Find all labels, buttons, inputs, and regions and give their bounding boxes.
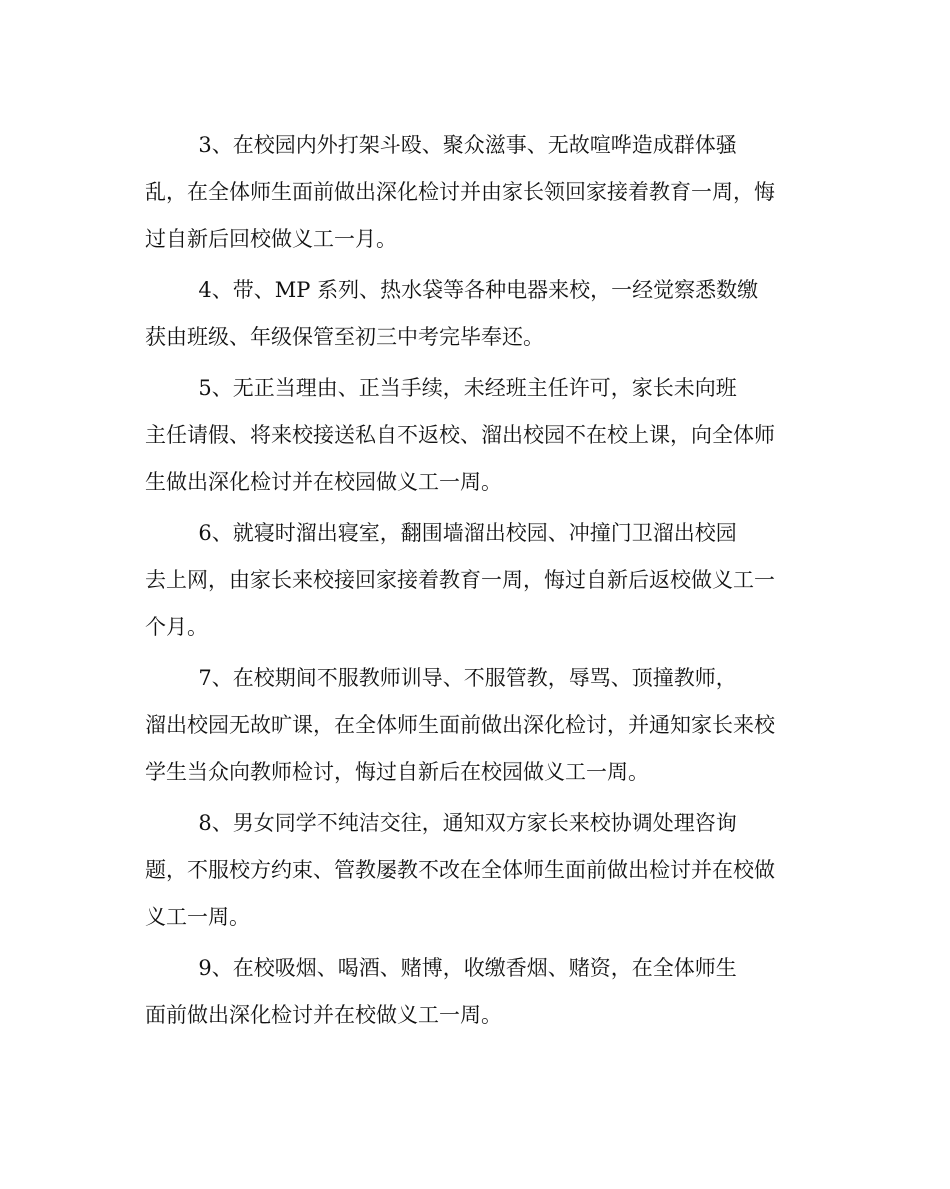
text-line: 9、在校吸烟、喝酒、赌博，收缴香烟、赌资，在全体师生 [145, 956, 737, 980]
text-line: 8、男女同学不纯洁交往，通知双方家长来校协调处理咨询 [145, 811, 737, 835]
paragraph-item-6 [145, 510, 815, 651]
text-line: 义工一周。 [145, 905, 250, 929]
text-line: 6、就寝时溜出寝室，翻围墙溜出校园、冲撞门卫溜出校园 [145, 521, 737, 545]
text-line: 面前做出深化检讨并在校做义工一周。 [145, 1003, 502, 1027]
text-line: 获由班级、年级保管至初三中考完毕奉还。 [145, 325, 544, 349]
paragraph-item-7 [145, 655, 815, 796]
text-line: 3、在校园内外打架斗殴、聚众滋事、无故喧哗造成群体骚 [145, 133, 737, 157]
text-line: 个月。 [145, 615, 208, 639]
text-line: 溜出校园无故旷课，在全体师生面前做出深化检讨，并通知家长来校 [145, 713, 775, 737]
document-body [145, 122, 815, 1043]
text-line: 乱，在全体师生面前做出深化检讨并由家长领回家接着教育一周，悔 [145, 180, 775, 204]
text-line: 主任请假、将来校接送私自不返校、溜出校园不在校上课，向全体师 [145, 423, 775, 447]
text-line: 学生当众向教师检讨，悔过自新后在校园做义工一周。 [145, 760, 649, 784]
paragraph-item-3 [145, 122, 815, 263]
paragraph-item-8 [145, 800, 815, 941]
text-line: 生做出深化检讨并在校园做义工一周。 [145, 470, 502, 494]
paragraph-item-4 [145, 267, 815, 361]
text-line: 7、在校期间不服教师训导、不服管教，辱骂、顶撞教师， [145, 666, 737, 690]
text-line: 题，不服校方约束、管教屡教不改在全体师生面前做出检讨并在校做 [145, 858, 775, 882]
text-line: 4、带、MP 系列、热水袋等各种电器来校，一经觉察悉数缴 [145, 278, 759, 302]
paragraph-item-9 [145, 945, 815, 1039]
text-line: 过自新后回校做义工一月。 [145, 227, 397, 251]
paragraph-item-5 [145, 365, 815, 506]
text-line: 去上网，由家长来校接回家接着教育一周，悔过自新后返校做义工一 [145, 568, 775, 592]
text-line: 5、无正当理由、正当手续，未经班主任许可，家长未向班 [145, 376, 737, 400]
